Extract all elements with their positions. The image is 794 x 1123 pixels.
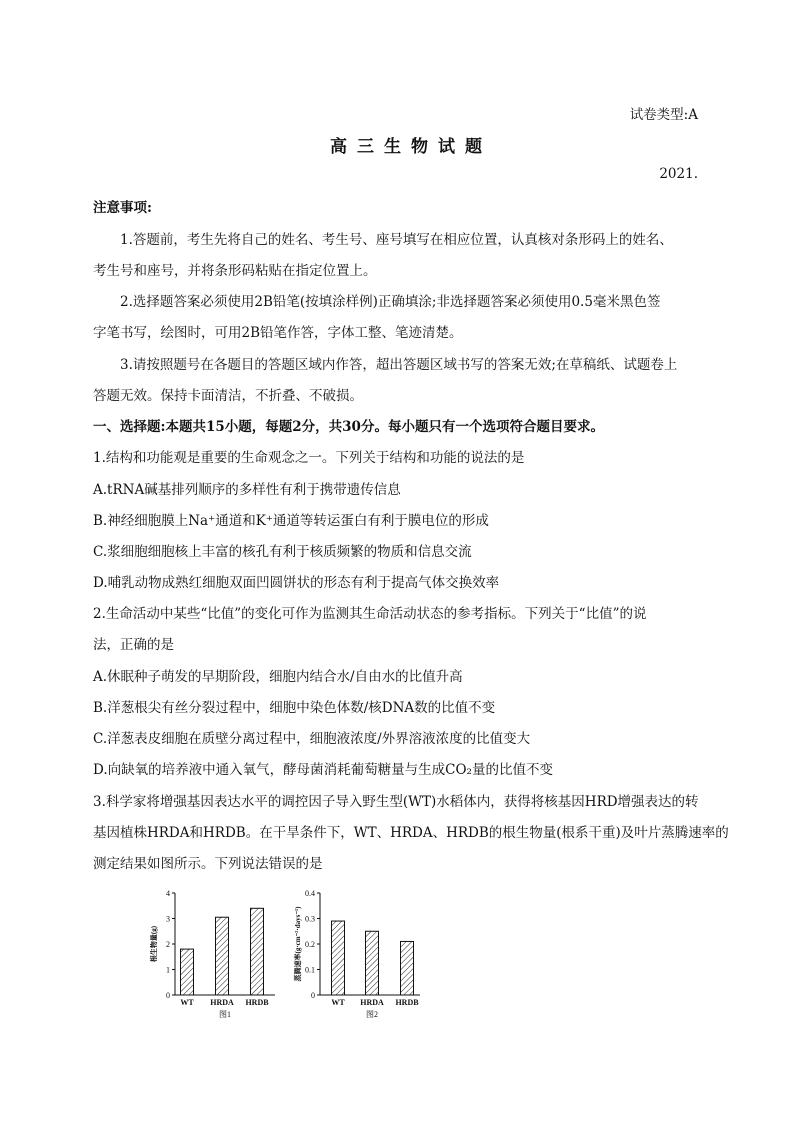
notice-item-2-line-2: 字笔书写，绘图时，可用2B铅笔作答，字体工整、笔迹清楚。: [93, 325, 463, 341]
page-title: 高三生物试题: [330, 137, 492, 157]
notice-item-3-line-1: 3.请按照题号在各题目的答题区域内作答，超出答题区域书写的答案无效;在草稿纸、试题卷上: [120, 357, 678, 373]
chart-1: [150, 889, 275, 1019]
y-axis-label: 蒸腾速率(g·cm⁻²·days⁻¹): [294, 906, 302, 982]
bar: [332, 921, 345, 995]
figure-caption: 图2: [366, 1010, 378, 1019]
question-1-option-d: D.哺乳动物成熟红细胞双面凹圆饼状的形态有利于提高气体交换效率: [93, 575, 500, 591]
question-2-stem-line-2: 法，正确的是: [93, 637, 174, 653]
question-3-stem-line-1: 3.科学家将增强基因表达水平的调控因子导入野生型(WT)水稻体内，获得将核基因HRD增强表达的转: [93, 794, 699, 810]
y-tick-label: 0.1: [305, 965, 315, 975]
question-1-stem: 1.结构和功能观是重要的生命观念之一。下列关于结构和功能的说法的是: [93, 450, 525, 466]
bar: [366, 931, 379, 995]
y-tick-label: 0.4: [305, 889, 315, 898]
question-3-stem-line-3: 测定结果如图所示。下列说法错误的是: [93, 856, 323, 872]
x-tick-label: HRDA: [210, 998, 234, 1007]
y-tick-label: 0.3: [305, 914, 315, 924]
y-tick-label: 0: [311, 991, 315, 1000]
x-tick-label: WT: [331, 998, 345, 1007]
notice-heading: 注意事项:: [93, 200, 152, 216]
notice-item-1-line-1: 1.答题前，考生先将自己的姓名、考生号、座号填写在相应位置，认真核对条形码上的姓名、: [120, 232, 673, 248]
notice-item-2-line-1: 2.选择题答案必须使用2B铅笔(按填涂样例)正确填涂;非选择题答案必须使用0.5毫米黑色签: [120, 294, 661, 310]
section-heading: 一、选择题:本题共15小题，每题2分，共30分。每小题只有一个选项符合题目要求。: [93, 419, 604, 435]
figure-caption: 图1: [219, 1010, 231, 1019]
notice-item-1-line-2: 考生号和座号，并将条形码粘贴在指定位置上。: [93, 263, 377, 279]
notice-item-3-line-2: 答题无效。保持卡面清洁，不折叠、不破损。: [93, 388, 363, 404]
y-tick-label: 2: [166, 940, 170, 949]
question-2-option-c: C.洋葱表皮细胞在质壁分离过程中，细胞液浓度/外界溶液浓度的比值变大: [93, 731, 531, 747]
x-tick-label: HRDB: [245, 998, 269, 1007]
y-axis-label: 根生物量(g): [150, 925, 158, 963]
exam-year: 2021.: [659, 166, 698, 182]
x-tick-label: HRDA: [360, 998, 384, 1007]
y-tick-label: 3: [166, 914, 170, 924]
question-3-stem-line-2: 基因植株HRDA和HRDB。在干旱条件下，WT、HRDA、HRDB的根生物量(根系干重)及叶片蒸腾速率的: [93, 825, 729, 841]
figure-charts: [150, 875, 450, 1025]
chart-2: [293, 889, 420, 1019]
question-1-option-c: C.浆细胞细胞核上丰富的核孔有利于核质频繁的物质和信息交流: [93, 544, 472, 560]
question-2-option-a: A.休眠种子萌发的早期阶段，细胞内结合水/自由水的比值升高: [93, 669, 463, 685]
bar: [216, 917, 229, 995]
question-2-stem-line-1: 2.生命活动中某些“比值”的变化可作为监测其生命活动状态的参考指标。下列关于“比值”的说: [93, 606, 647, 622]
x-tick-label: WT: [180, 998, 194, 1007]
bar: [401, 941, 414, 995]
x-tick-label: HRDB: [395, 998, 419, 1007]
y-tick-label: 4: [166, 889, 170, 898]
bar: [251, 908, 264, 995]
y-tick-label: 0.2: [305, 940, 315, 949]
question-1-option-b: B.神经细胞膜上Na⁺通道和K⁺通道等转运蛋白有利于膜电位的形成: [93, 513, 489, 529]
question-2-option-d: D.向缺氧的培养液中通入氧气，酵母菌消耗葡萄糖量与生成CO₂量的比值不变: [93, 762, 553, 778]
question-1-option-a: A.tRNA碱基排列顺序的多样性有利于携带遗传信息: [93, 482, 401, 498]
bar: [181, 949, 194, 995]
question-2-option-b: B.洋葱根尖有丝分裂过程中，细胞中染色体数/核DNA数的比值不变: [93, 700, 496, 716]
y-tick-label: 1: [166, 965, 170, 975]
y-tick-label: 0: [166, 991, 170, 1000]
paper-type: 试卷类型:A: [629, 107, 698, 123]
